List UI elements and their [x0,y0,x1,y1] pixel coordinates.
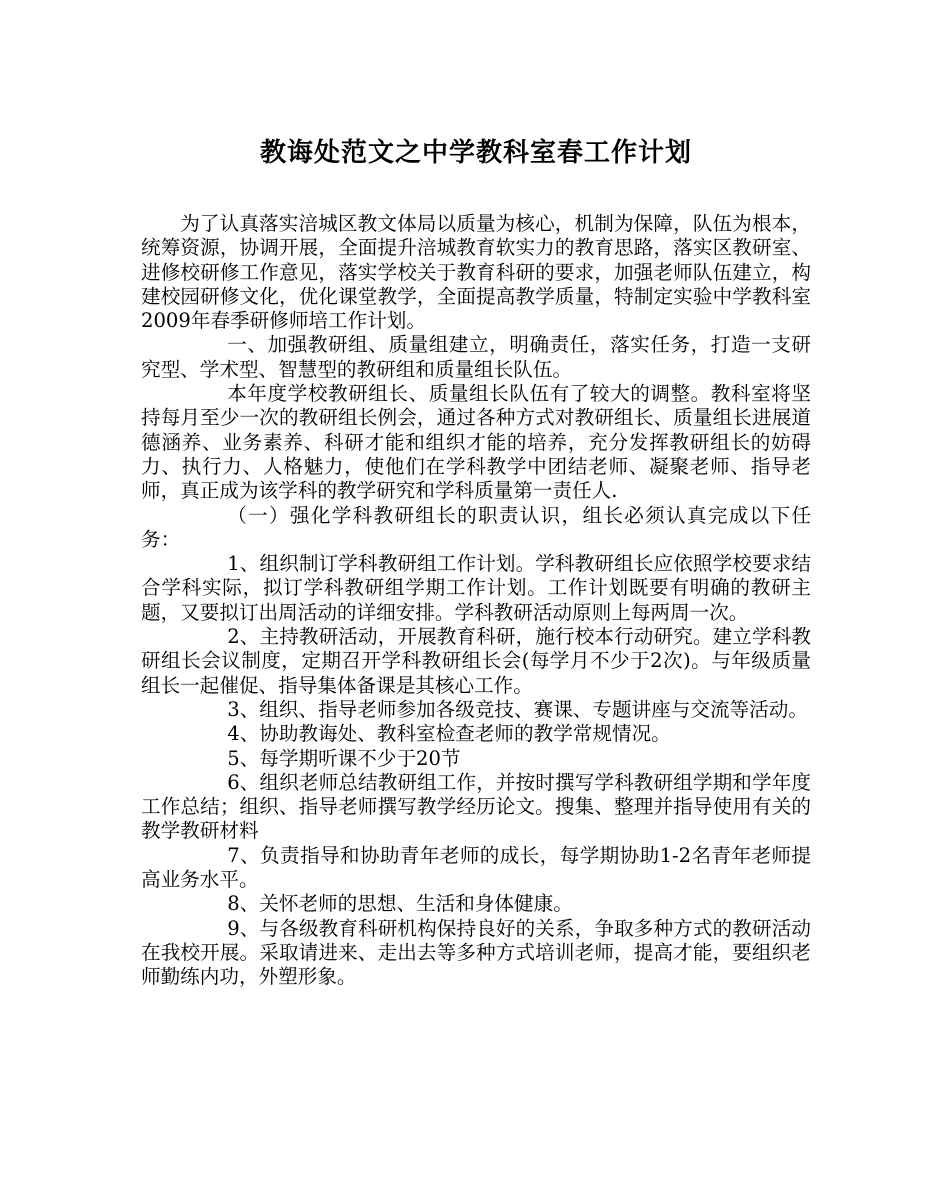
task-item-9: 9、与各级教育科研机构保持良好的关系，争取多种方式的教研活动在我校开展。采取请进来、走出去等多种方式培训老师，提高才能，要组织老师勤练内功，外塑形象。 [141,916,811,989]
task-item-5: 5、每学期听课不少于20节 [227,746,461,770]
task-item-6: 6、组织老师总结教研组工作，并按时撰写学科教研组学期和学年度工作总结；组织、指导老师撰写教学经历论文。搜集、整理并指导使用有关的教学教研材料 [141,770,811,843]
document-title: 教诲处范文之中学教科室春工作计划 [259,138,692,168]
task-item-1: 1、组织制订学科教研组工作计划。学科教研组长应依照学校要求结合学科实际，拟订学科教研组学期工作计划。工作计划既要有明确的教研主题，又要拟订出周活动的详细安排。学科教研活动原则上每两周一次。 [141,552,811,624]
task-item-3: 3、组织、指导老师参加各级竞技、赛课、专题讲座与交流等活动。 [227,697,808,721]
subsection-heading: （一）强化学科教研组长的职责认识，组长必须认真完成以下任务： [141,503,811,551]
section-one-body: 本年度学校教研组长、质量组长队伍有了较大的调整。教科室将坚持每月至少一次的教研组长例会，通过各种方式对教研组长、质量组长进展道德涵养、业务素养、科研才能和组织才能的培养，充分发挥教研组长的妨碍力、执行力、人格魅力，使他们在学科教学中团结老师、凝聚老师、指导老师，真正成为该学科的教学研究和学科质量第一责任人. [141,382,811,503]
task-item-7: 7、负责指导和协助青年老师的成长，每学期协助1-2名青年老师提高业务水平。 [141,843,811,892]
section-one-heading: 一、加强教研组、质量组建立，明确责任，落实任务，打造一支研究型、学术型、智慧型的教研组和质量组长队伍。 [141,333,811,381]
task-item-2: 2、主持教研活动，开展教育科研，施行校本行动研究。建立学科教研组长会议制度，定期召开学科教研组长会(每学月不少于2次)。与年级质量组长一起催促、指导集体备课是其核心工作。 [141,625,811,697]
document-page [141,128,811,990]
intro-paragraph: 为了认真落实涪城区教文体局以质量为核心，机制为保障，队伍为根本，统筹资源，协调开展，全面提升涪城教育软实力的教育思路，落实区教研室、进修校研修工作意见，落实学校关于教育科研的要求，加强老师队伍建立，构建校园研修文化，优化课堂教学，全面提高教学质量，特制定实验中学教科室2009年春季研修师培工作计划。 [141,212,811,333]
task-item-4: 4、协助教诲处、教科室检查老师的教学常规情况。 [227,722,671,746]
task-item-8: 8、关怀老师的思想、生活和身体健康。 [227,892,573,916]
